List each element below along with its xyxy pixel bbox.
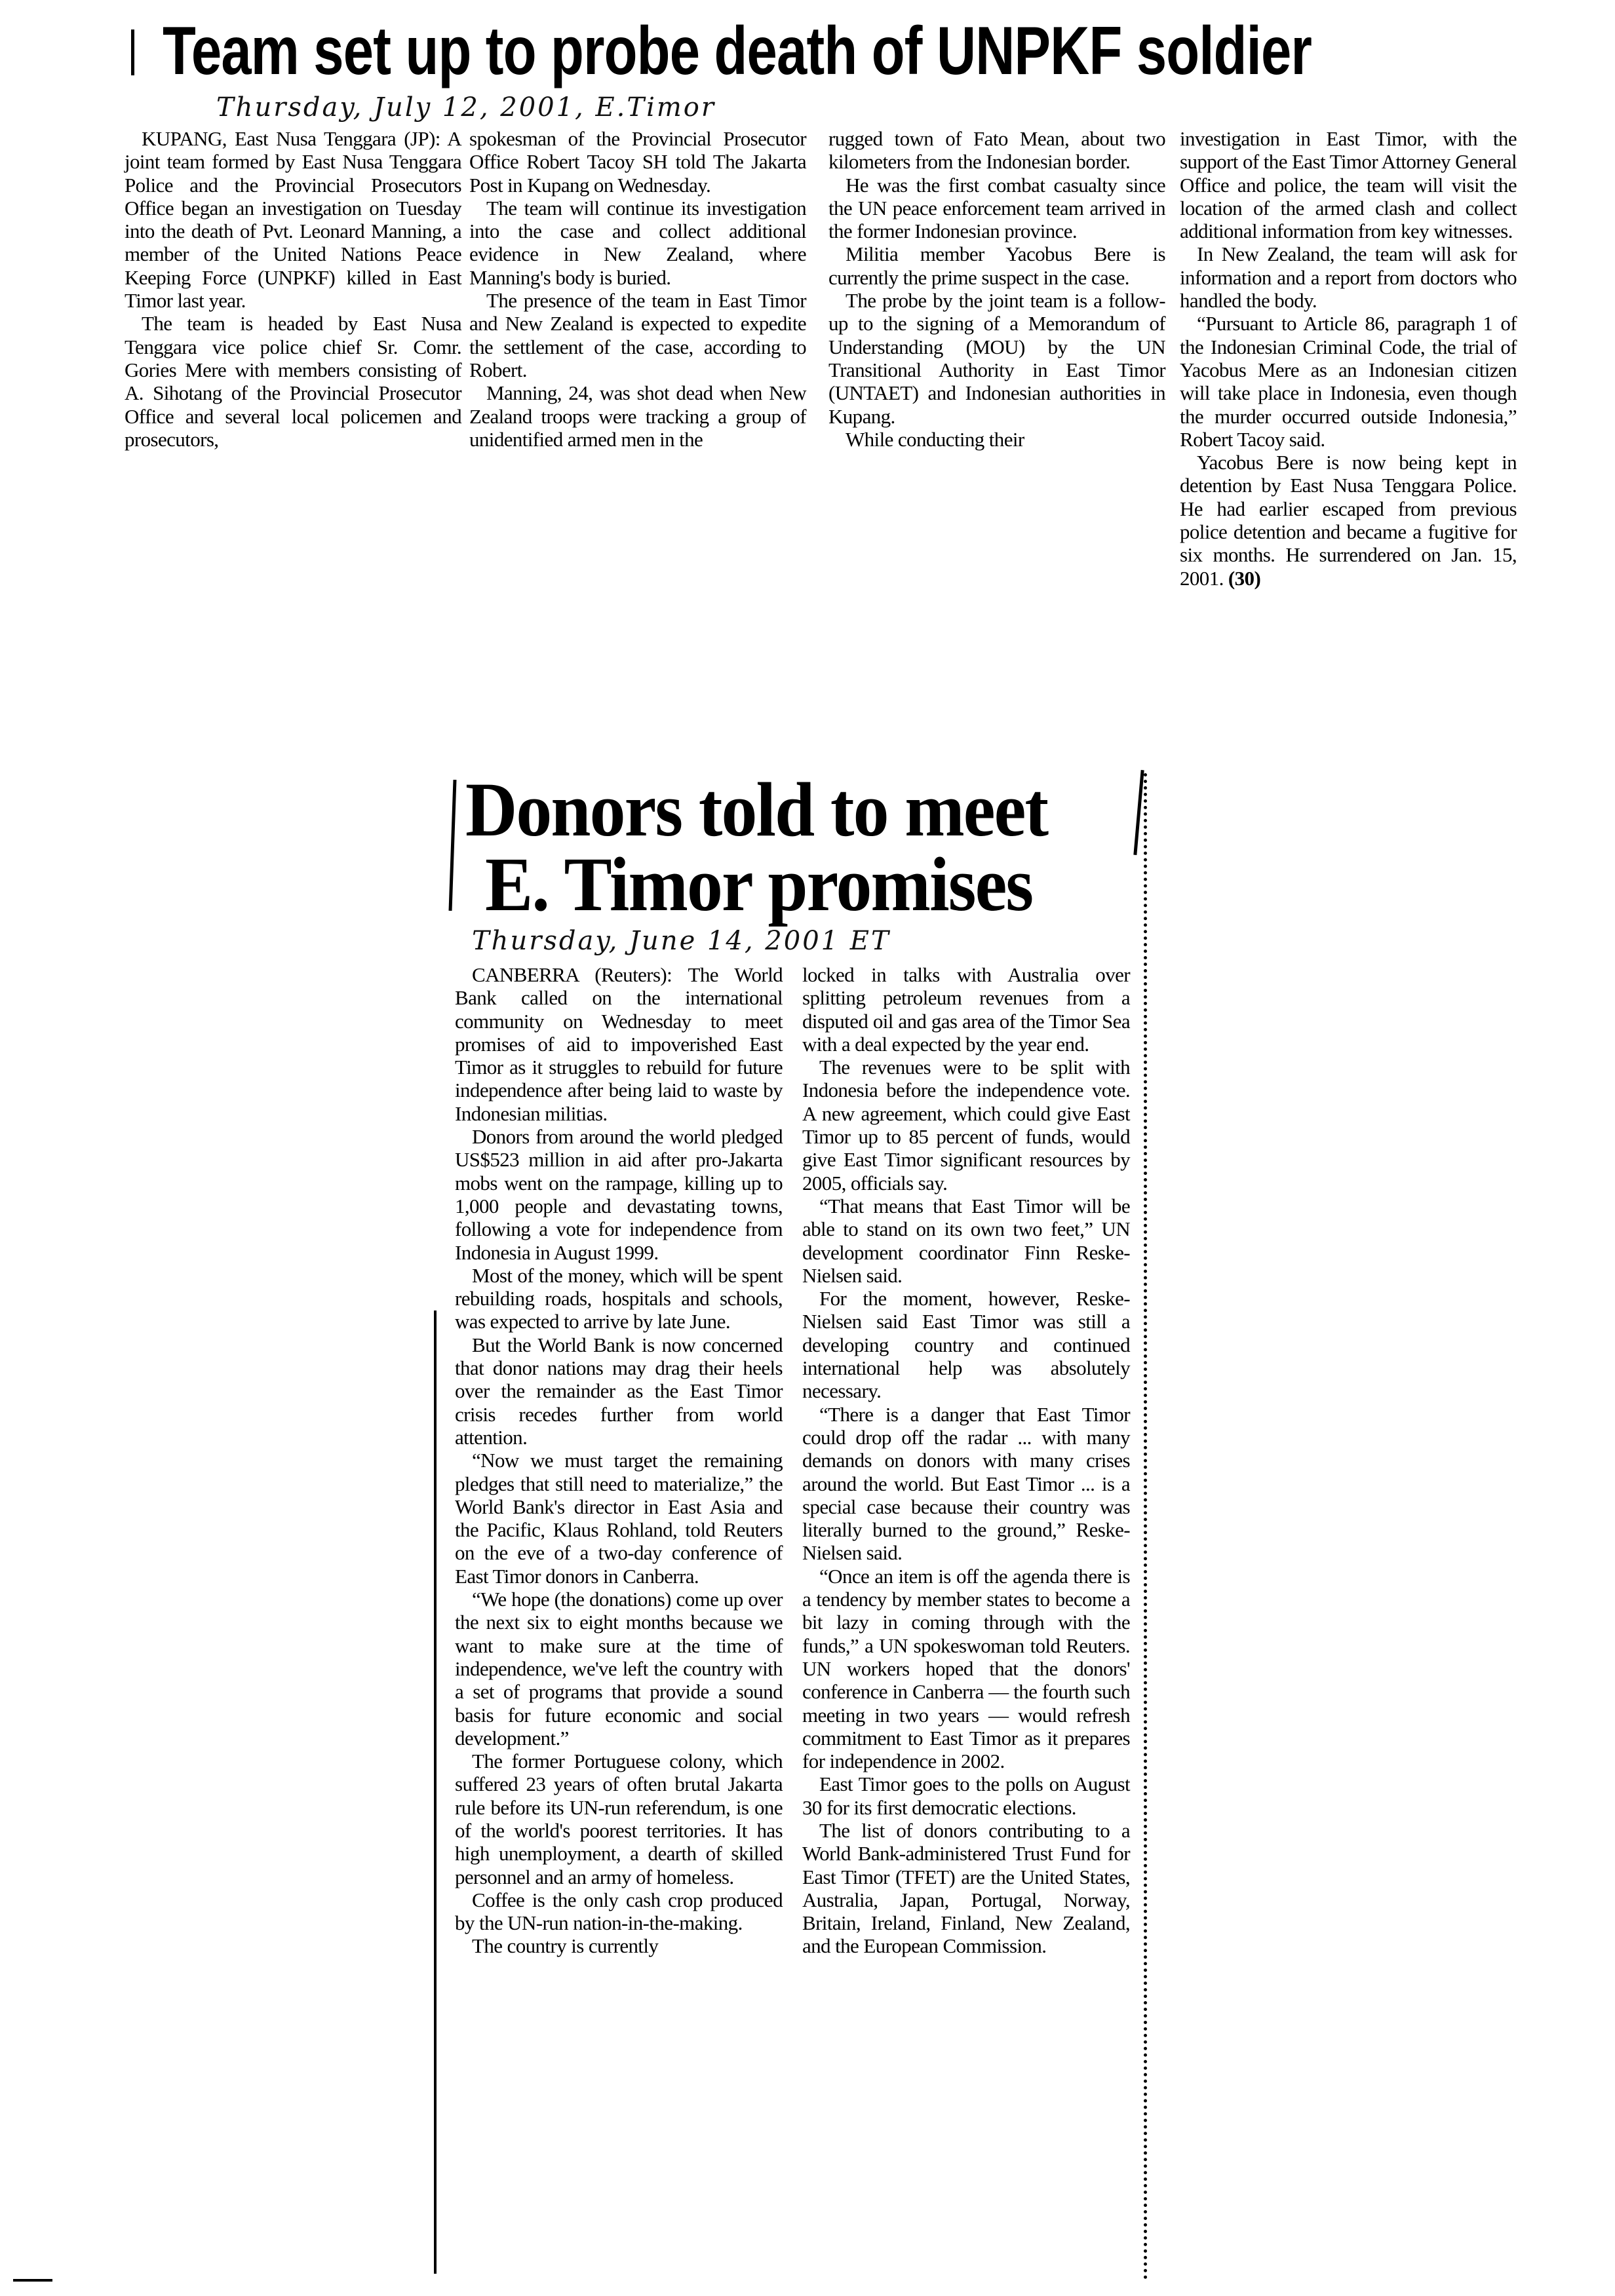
paragraph-text: Coffee is the only cash crop produced by the UN-run nation-in-the-making. — [455, 1888, 783, 1935]
handwritten-date-note: Thursday, June 14, 2001 ET — [472, 926, 891, 956]
paragraph — [828, 127, 1165, 174]
paragraph-text: spokesman of the Provincial Prosecutor Office Robert Tacoy SH told The Jakarta Post in Kupang on Wednesday. — [469, 127, 806, 197]
pen-mark — [13, 2279, 52, 2282]
column-3 — [828, 127, 1165, 451]
paragraph — [469, 127, 806, 197]
paragraph-text: “Now we must target the remaining pledges that still need to materialize,” the World Bank's director in East Asia and the Pacific, Klaus Rohland, told Reuters on the eve of a two-day conference of East Timor donors in Canberra. — [455, 1449, 783, 1588]
paragraph — [125, 127, 461, 312]
paragraph-text: Yacobus Bere is now being kept in detention by East Nusa Tenggara Police. He had earlier escaped from previous police detention and became a fugitive for six months. He surrendered on Jan. 15, 2001. — [1180, 451, 1517, 590]
paragraph — [828, 289, 1165, 428]
paragraph-text: The former Portuguese colony, which suffered 23 years of often brutal Jakarta rule before its UN-run referendum, is one of the world's poorest territories. It has high unemployment, a dearth of skilled personnel and an army of homeless. — [455, 1750, 783, 1888]
paragraph-text: The team will continue its investigation into the case and collect additional evidence in New Zealand, where Manning's body is buried. — [469, 196, 806, 289]
paragraph — [469, 197, 806, 289]
paragraph-text: While conducting their — [846, 427, 1024, 451]
paragraph-text: The list of donors contributing to a World Bank-administered Trust Fund for East Timor (TFET) are the United States, Australia, Japan, Portugal, Norway, Britain, Ireland, Finland, New Zealand, and the European Commission. — [802, 1818, 1130, 1958]
paragraph-text: Most of the money, which will be spent rebuilding roads, hospitals and schools, was expected to arrive by late June. — [455, 1263, 783, 1333]
end-mark: (30) — [1228, 566, 1261, 590]
column-1 — [455, 963, 783, 1958]
paragraph — [1180, 242, 1517, 312]
paragraph — [455, 1888, 783, 1935]
paragraph — [455, 1750, 783, 1888]
paragraph-text: “Once an item is off the agenda there is a tendency by member states to become a bit lazy in coming through with the funds,” a UN spokeswoman told Reuters. UN workers hoped that the donors' conference in Canberra — the fourth such meeting in two years — would refresh commitment to East Timor as it prepares for independence in 2002. — [802, 1564, 1130, 1773]
headline-line-1: Donors told to meet — [465, 767, 1048, 852]
clipping-edge — [1144, 773, 1147, 2280]
column-2 — [469, 127, 806, 451]
paragraph-text: For the moment, however, Reske-Nielsen said East Timor was still a developing country and continued international help was absolutely necessary. — [802, 1287, 1130, 1403]
paragraph-text: Donors from around the world pledged US$523 million in aid after pro-Jakarta mobs went on the rampage, killing up to 1,000 people and devastating towns, following a vote for independence from Indonesia in August 1999. — [455, 1125, 783, 1264]
paragraph-text: In New Zealand, the team will ask for information and a report from doctors who handled the body. — [1180, 242, 1517, 313]
paragraph — [455, 963, 783, 1125]
paragraph-text: But the World Bank is now concerned that donor nations may drag their heels over the remainder as the East Timor crisis recedes further from world attention. — [455, 1333, 783, 1449]
paragraph-text: locked in talks with Australia over splitting petroleum revenues from a disputed oil and gas area of the Timor Sea with a deal expected by the year end. — [802, 963, 1130, 1056]
paragraph-text: CANBERRA (Reuters): The World Bank called on the international community on Wednesday to meet promises of aid to impoverished East Timor as it struggles to rebuild for future independence after being laid to waste by Indonesian militias. — [455, 963, 783, 1125]
paragraph — [802, 1819, 1130, 1958]
paragraph — [802, 1565, 1130, 1773]
paragraph — [125, 312, 461, 451]
pen-bracket-mark — [449, 780, 457, 911]
pen-margin-line — [434, 1311, 437, 2274]
headline: Team set up to probe death of UNPKF soldier — [163, 13, 1312, 89]
headline-line-2: E. Timor promises — [485, 841, 1033, 927]
paragraph — [828, 174, 1165, 243]
paragraph — [455, 1125, 783, 1264]
paragraph — [455, 1449, 783, 1588]
pen-bracket-mark — [131, 29, 134, 75]
paragraph — [802, 1287, 1130, 1402]
paragraph-text: “There is a danger that East Timor could drop off the radar ... with many demands on donors with many crises around the world. But East Timor ... is a special case because their country was literally burned to the ground,” Reske-Nielsen said. — [802, 1402, 1130, 1565]
paragraph-text: “We hope (the donations) come up over the next six to eight months because we want to make sure at the time of independence, we've left the country with a set of programs that provide a sound basis for future economic and social development.” — [455, 1588, 783, 1750]
paragraph — [455, 1264, 783, 1333]
column-1 — [125, 127, 461, 451]
paragraph-text: KUPANG, East Nusa Tenggara (JP): A joint team formed by East Nusa Tenggara Police and the Provincial Prosecutors Office began an investigation on Tuesday into the death of Pvt. Leonard Manning, a member of the United Nations Peace Keeping Force (UNPKF) killed in East Timor last year. — [125, 127, 461, 313]
paragraph — [469, 289, 806, 381]
paragraph — [455, 1934, 783, 1957]
paragraph-text: The revenues were to be split with Indonesia before the independence vote. A new agreement, which could give East Timor up to 85 percent of funds, would give East Timor significant resources by 2005, officials say. — [802, 1056, 1130, 1195]
paragraph-text: Militia member Yacobus Bere is currently the prime suspect in the case. — [828, 242, 1165, 289]
paragraph — [828, 428, 1165, 451]
paragraph-text: “That means that East Timor will be able to stand on its own two feet,” UN development coordinator Finn Reske-Nielsen said. — [802, 1194, 1130, 1287]
paragraph — [1180, 451, 1517, 590]
paragraph-text: East Timor goes to the polls on August 30 for its first democratic elections. — [802, 1772, 1130, 1819]
paragraph-text: He was the first combat casualty since the UN peace enforcement team arrived in the former Indonesian province. — [828, 173, 1165, 243]
handwritten-date-note: Thursday, July 12, 2001, E.Timor — [216, 92, 716, 123]
paragraph-text: The country is currently — [472, 1934, 659, 1958]
paragraph-text: The team is headed by East Nusa Tenggara vice police chief Sr. Comr. Gories Mere with members consisting of A. Sihotang of the Provincial Prosecutor Office and several local policemen and prosecutors, — [125, 312, 461, 451]
column-4 — [1180, 127, 1517, 590]
paragraph-text: The probe by the joint team is a follow-up to the signing of a Memorandum of Understanding (MOU) by the UN Transitional Authority in East Timor (UNTAET) and Indonesian authorities in Kupang. — [828, 289, 1165, 428]
column-2 — [802, 963, 1130, 1958]
paragraph — [802, 1056, 1130, 1195]
paragraph — [1180, 312, 1517, 451]
pen-bracket-mark — [1133, 770, 1144, 855]
paragraph — [828, 242, 1165, 289]
paragraph-text: The presence of the team in East Timor and New Zealand is expected to expedite the settlement of the case, according to Robert. — [469, 289, 806, 381]
paragraph — [1180, 127, 1517, 242]
paragraph-text: Manning, 24, was shot dead when New Zealand troops were tracking a group of unidentified armed men in the — [469, 381, 806, 451]
paragraph-text: investigation in East Timor, with the support of the East Timor Attorney General Office and police, the team will visit the location of the armed clash and collect additional information from key witnesses. — [1180, 127, 1517, 243]
paragraph — [455, 1333, 783, 1449]
paragraph — [455, 1588, 783, 1750]
paragraph — [802, 963, 1130, 1056]
paragraph — [469, 381, 806, 451]
paragraph — [802, 1403, 1130, 1565]
paragraph-text: “Pursuant to Article 86, paragraph 1 of the Indonesian Criminal Code, the trial of Yacobus Mere as an Indonesian citizen will take place in Indonesia, even though the murder occurred outside Indonesia,” Robert Tacoy said. — [1180, 312, 1517, 451]
paragraph-text: rugged town of Fato Mean, about two kilometers from the Indonesian border. — [828, 127, 1165, 174]
paragraph — [802, 1772, 1130, 1819]
paragraph — [802, 1195, 1130, 1287]
